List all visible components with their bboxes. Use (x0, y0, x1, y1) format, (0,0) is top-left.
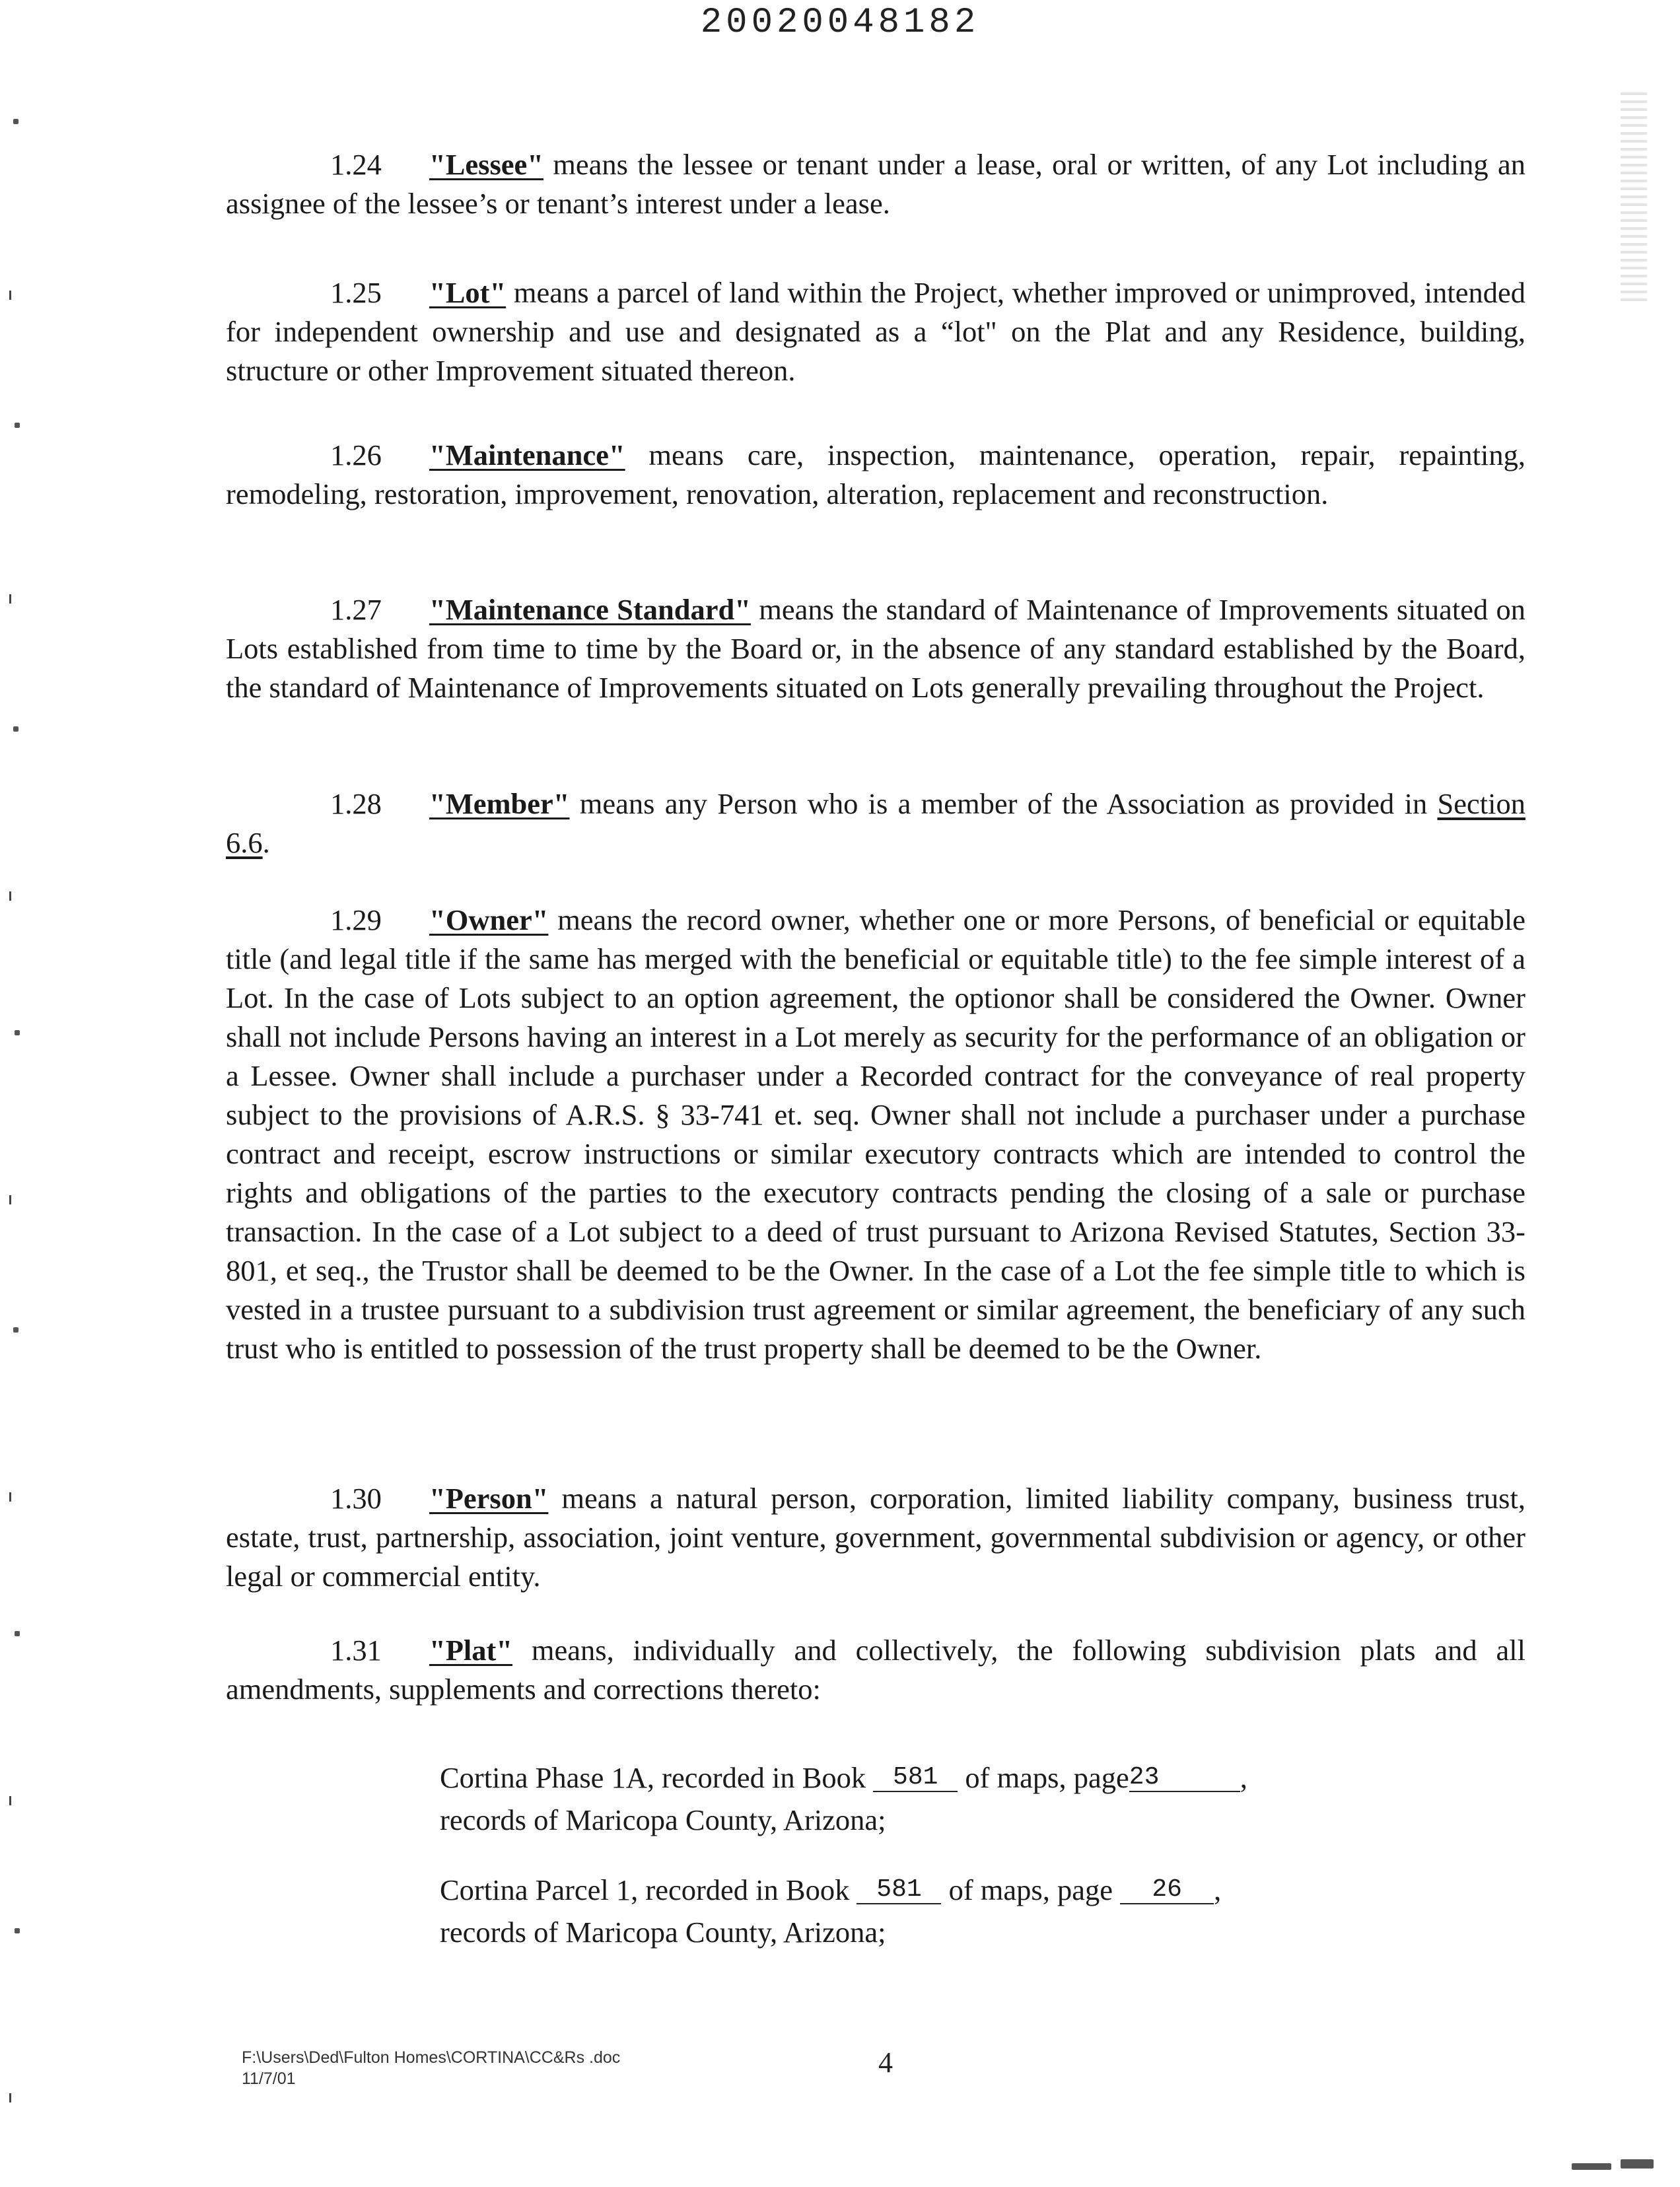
section-1-26 (226, 436, 1525, 514)
scan-speck (13, 119, 18, 124)
punctuation: . (262, 826, 270, 859)
scan-speck (9, 1195, 11, 1204)
section-number: 1.31 (330, 1634, 382, 1667)
file-path: F:\Users\Ded\Fulton Homes\CORTINA\CC&Rs .doc (242, 2048, 621, 2067)
defined-term: "Plat" (429, 1634, 513, 1667)
scan-speck (9, 1796, 11, 1805)
scan-speck (13, 1327, 18, 1333)
scan-speck (15, 1928, 20, 1933)
section-number: 1.24 (330, 148, 382, 181)
scan-speck (9, 891, 11, 901)
plat-entry-line (440, 1869, 1364, 1911)
section-cross-reference[interactable]: Section 6.6 (226, 787, 1525, 859)
section-number: 1.30 (330, 1482, 382, 1515)
plat-entry-line: records of Maricopa County, Arizona; (440, 1916, 886, 1949)
section-number: 1.29 (330, 903, 382, 936)
section-number: 1.26 (330, 438, 382, 471)
scan-speck (9, 1492, 11, 1502)
plat-text: of maps, page (941, 1873, 1121, 1906)
plat-entry-line: records of Maricopa County, Arizona; (440, 1803, 886, 1836)
definition-text: means a parcel of land within the Project, whether improved or unimproved, intended for independent ownership and use and designated as a “lot" on the Plat and any Residence, building, structure or other Improvement situated thereon. (226, 276, 1525, 387)
plat-name: Cortina Phase 1A, recorded in Book (440, 1761, 874, 1794)
section-number: 1.25 (330, 276, 382, 309)
defined-term: "Lessee" (429, 148, 543, 181)
punctuation: , (1240, 1761, 1247, 1794)
book-number-field: 581 (873, 1764, 958, 1792)
section-number: 1.27 (330, 593, 382, 626)
scan-artifact (1621, 92, 1647, 304)
definition-text: means the standard of Maintenance of Improvements situated on Lots established from time to time by the Board or, in the absence of any standard established by the Board, the standard of Maintenance of Improvements situated on Lots generally prevailing throughout the Project. (226, 593, 1525, 704)
page-number-field: 26 (1120, 1877, 1214, 1904)
book-number-field: 581 (857, 1877, 941, 1904)
punctuation: , (1214, 1873, 1222, 1906)
section-1-30 (226, 1479, 1525, 1596)
scan-speck (9, 291, 11, 300)
scan-speck (13, 726, 18, 732)
scan-speck (15, 423, 20, 428)
section-1-28 (226, 784, 1525, 862)
section-1-25 (226, 273, 1525, 390)
recording-number-stamp: 20020048182 (700, 3, 980, 43)
definition-text: means the record owner, whether one or more Persons, of beneficial or equitable title (and legal title if the same has merged with the beneficial or equitable title) to the fee simple interest of a Lot. In the case of Lots subject to an option agreement, the optionor shall be considered the Owner. Owner shall not include Persons having an interest in a Lot merely as security for the performance of an obligation or a Lessee. Owner shall include a purchaser under a Recorded contract for the conveyance of real property subject to the provisions of A.R.S. § 33-741 et. seq. Owner shall not include a purchaser under a purchase contract and receipt, escrow instructions or similar executory contracts which are intended to control the rights and obligations of the parties to the executory contracts pending the closing of a sale or purchase transaction. In the case of a Lot subject to a deed of trust pursuant to Arizona Revised Statutes, Section 33-801, et seq., the Trustor shall be deemed to be the Owner. In the case of a Lot the fee simple title to which is vested in a trustee pursuant to a subdivision trust agreement or similar agreement, the beneficiary of any such trust who is entitled to possession of the trust property shall be deemed to be the Owner. (226, 903, 1525, 1365)
page-number: 4 (878, 2046, 893, 2079)
file-date: 11/7/01 (242, 2069, 296, 2088)
definition-text: means the lessee or tenant under a lease, oral or written, of any Lot including an assignee of the lessee’s or tenant’s interest under a lease. (226, 148, 1525, 220)
plat-entry-parcel-1 (440, 1869, 1364, 1953)
definition-text: means a natural person, corporation, limited liability company, business trust, estate, trust, partnership, association, joint venture, government, governmental subdivision or agency, or other legal or commercial entity. (226, 1482, 1525, 1593)
section-1-24 (226, 145, 1525, 223)
defined-term: "Maintenance" (429, 438, 625, 471)
plat-entry-line (440, 1756, 1364, 1799)
plat-name: Cortina Parcel 1, recorded in Book (440, 1873, 857, 1906)
scan-speck (1621, 2159, 1654, 2169)
plat-text: of maps, page (958, 1761, 1129, 1794)
section-1-31 (226, 1631, 1525, 1709)
defined-term: "Lot" (429, 276, 507, 309)
defined-term: "Owner" (429, 903, 549, 936)
page-number-field: 23 (1129, 1764, 1240, 1792)
footer-file-info (242, 2047, 620, 2089)
scan-speck (9, 2093, 11, 2102)
definition-text: means care, inspection, maintenance, operation, repair, repainting, remodeling, restoration, improvement, renovation, alteration, replacement and reconstruction. (226, 438, 1525, 510)
plat-entry-phase-1a (440, 1756, 1364, 1841)
scan-speck (15, 1631, 20, 1636)
scan-speck (1572, 2163, 1611, 2170)
section-1-29 (226, 901, 1525, 1368)
scan-speck (15, 1030, 20, 1035)
defined-term: "Member" (429, 787, 570, 820)
section-1-27 (226, 590, 1525, 707)
definition-text: means any Person who is a member of the Association as provided in (569, 787, 1438, 820)
defined-term: "Person" (429, 1482, 549, 1515)
defined-term: "Maintenance Standard" (429, 593, 751, 626)
definition-text: means, individually and collectively, the following subdivision plats and all amendments, supplements and corrections thereto: (226, 1634, 1525, 1706)
scan-speck (9, 594, 11, 604)
section-number: 1.28 (330, 787, 382, 820)
